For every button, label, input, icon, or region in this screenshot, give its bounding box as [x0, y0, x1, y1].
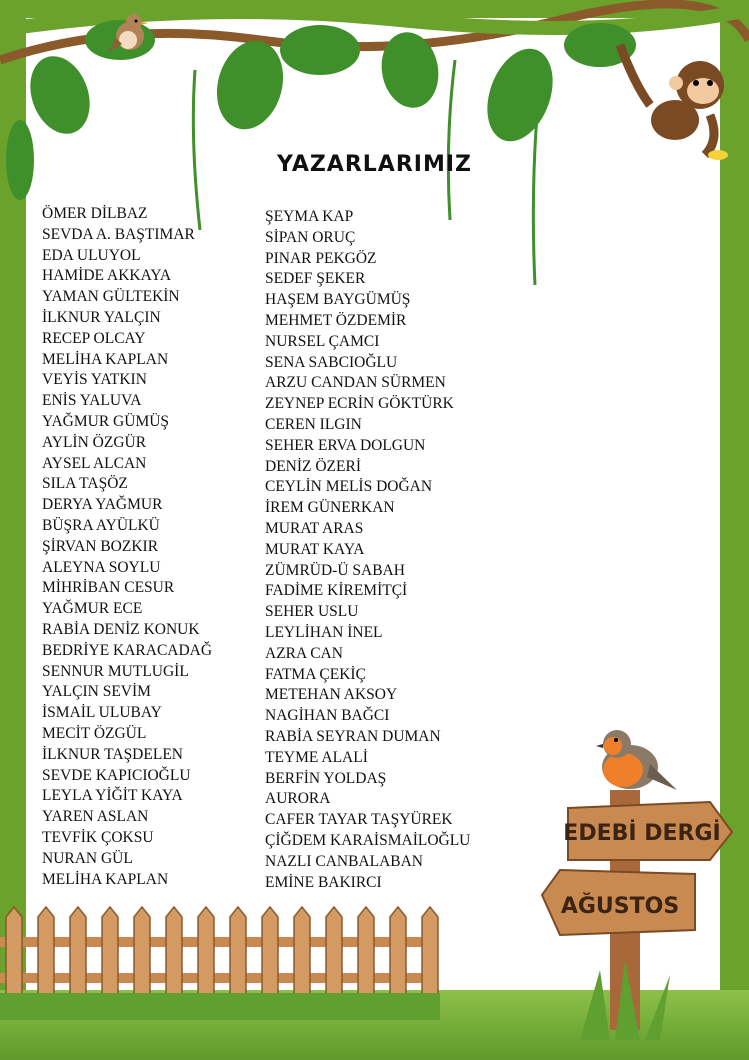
fence-post [134, 907, 150, 1005]
author-list-left [42, 204, 212, 890]
author-name: NAGİHAN BAĞCI [265, 707, 390, 725]
author-name: ENİS YALUVA [42, 392, 142, 410]
fence-post [70, 907, 86, 1005]
author-name: ÖMER DİLBAZ [42, 205, 148, 222]
author-name: MURAT KAYA [265, 540, 365, 558]
author-name: VEYİS YATKIN [42, 371, 147, 389]
author-name: RECEP OLCAY [42, 329, 146, 347]
fence-post [166, 907, 182, 1005]
author-name: MELİHA KAPLAN [42, 870, 169, 888]
author-name: ŞİRVAN BOZKIR [42, 537, 159, 555]
author-name: YAĞMUR ECE [42, 600, 143, 618]
author-name: ÇİĞDEM KARAİSMAİLOĞLU [265, 831, 471, 849]
author-name: LEYLİHAN İNEL [265, 623, 383, 641]
author-name: SEHER USLU [265, 603, 359, 621]
author-name: DERYA YAĞMUR [42, 496, 163, 514]
author-name: BÜŞRA AYÜLKÜ [42, 516, 160, 534]
author-name: SILA TAŞÖZ [42, 475, 128, 493]
author-name: FADİME KİREMİTÇİ [265, 582, 408, 600]
author-name: EDA ULUYOL [42, 246, 141, 264]
author-name: SENA SABCIOĞLU [265, 353, 398, 371]
author-name: ZEYNEP ECRİN GÖKTÜRK [265, 395, 454, 413]
author-name: TEYME ALALİ [265, 748, 368, 766]
fence-post [102, 907, 118, 1005]
author-name: SEDEF ŞEKER [265, 270, 366, 288]
author-name: NURAN GÜL [42, 849, 133, 867]
author-name: CAFER TAYAR TAŞYÜREK [265, 811, 453, 829]
author-name: YAMAN GÜLTEKİN [42, 288, 180, 306]
author-name: ZÜMRÜD-Ü SABAH [265, 561, 405, 579]
signpost-top-label: EDEBİ DERGİ [563, 821, 721, 846]
author-name: AURORA [265, 790, 331, 808]
author-name: İREM GÜNERKAN [265, 499, 395, 517]
page-title: YAZARLARIMIZ [277, 152, 472, 177]
author-name: YAĞMUR GÜMÜŞ [42, 412, 170, 430]
fence-post [422, 907, 438, 1005]
author-name: BERFİN YOLDAŞ [265, 769, 387, 787]
author-name: İLKNUR YALÇIN [42, 308, 161, 326]
author-name: MELİHA KAPLAN [42, 350, 169, 368]
author-name: PINAR PEKGÖZ [265, 249, 377, 267]
author-name: İSMAİL ULUBAY [42, 704, 162, 722]
author-name: ALEYNA SOYLU [42, 558, 161, 576]
fence-post [198, 907, 214, 1005]
signpost-bottom-label: AĞUSTOS [560, 894, 680, 919]
author-name: TEVFİK ÇOKSU [42, 828, 154, 846]
fence-post [38, 907, 54, 1005]
fence-post [294, 907, 310, 1005]
author-name: BEDRİYE KARACADAĞ [42, 641, 213, 659]
fence-post [230, 907, 246, 1005]
author-name: İLKNUR TAŞDELEN [42, 745, 183, 763]
author-name: CEYLİN MELİS DOĞAN [265, 478, 433, 496]
author-name: MURAT ARAS [265, 519, 364, 537]
wooden-fence-icon [0, 905, 440, 1020]
author-name: EMİNE BAKIRCI [265, 873, 382, 891]
author-name: DENİZ ÖZERİ [265, 457, 361, 475]
fence-post [358, 907, 374, 1005]
author-name: MİHRİBAN CESUR [42, 579, 175, 597]
author-name: YAREN ASLAN [42, 808, 149, 826]
fence-post [6, 907, 22, 1005]
author-name: SEVDA A. BAŞTIMAR [42, 225, 195, 243]
author-name: ARZU CANDAN SÜRMEN [265, 374, 446, 392]
author-name: AYLİN ÖZGÜR [42, 433, 147, 451]
author-name: RABİA SEYRAN DUMAN [265, 727, 441, 745]
author-name: NAZLI CANBALABAN [265, 852, 424, 870]
author-name: YALÇIN SEVİM [42, 683, 151, 701]
author-name: AZRA CAN [265, 644, 343, 662]
author-name: CEREN ILGIN [265, 415, 362, 433]
small-bird-icon [108, 8, 156, 58]
author-name: HAŞEM BAYGÜMÜŞ [265, 291, 411, 309]
robin-bird-icon [595, 722, 680, 797]
signpost-icon [520, 790, 735, 1040]
author-list-right [265, 207, 470, 893]
fence-post [326, 907, 342, 1005]
author-name: NURSEL ÇAMCI [265, 332, 380, 350]
fence-post [390, 907, 406, 1005]
author-name: FATMA ÇEKİÇ [265, 665, 366, 683]
author-name: LEYLA YİĞİT KAYA [42, 787, 183, 805]
author-name: AYSEL ALCAN [42, 454, 147, 472]
author-name: SENNUR MUTLUGİL [42, 662, 189, 680]
author-name: RABİA DENİZ KONUK [42, 620, 200, 638]
author-name: METEHAN AKSOY [265, 686, 398, 704]
author-name: MECİT ÖZGÜL [42, 724, 147, 742]
author-name: SEHER ERVA DOLGUN [265, 436, 426, 454]
author-name: SİPAN ORUÇ [265, 228, 356, 246]
author-name: MEHMET ÖZDEMİR [265, 311, 407, 329]
fence-post [262, 907, 278, 1005]
author-name: ŞEYMA KAP [265, 208, 354, 225]
monkey-icon [600, 25, 745, 170]
author-name: SEVDE KAPICIOĞLU [42, 766, 191, 784]
author-name: HAMİDE AKKAYA [42, 267, 172, 285]
